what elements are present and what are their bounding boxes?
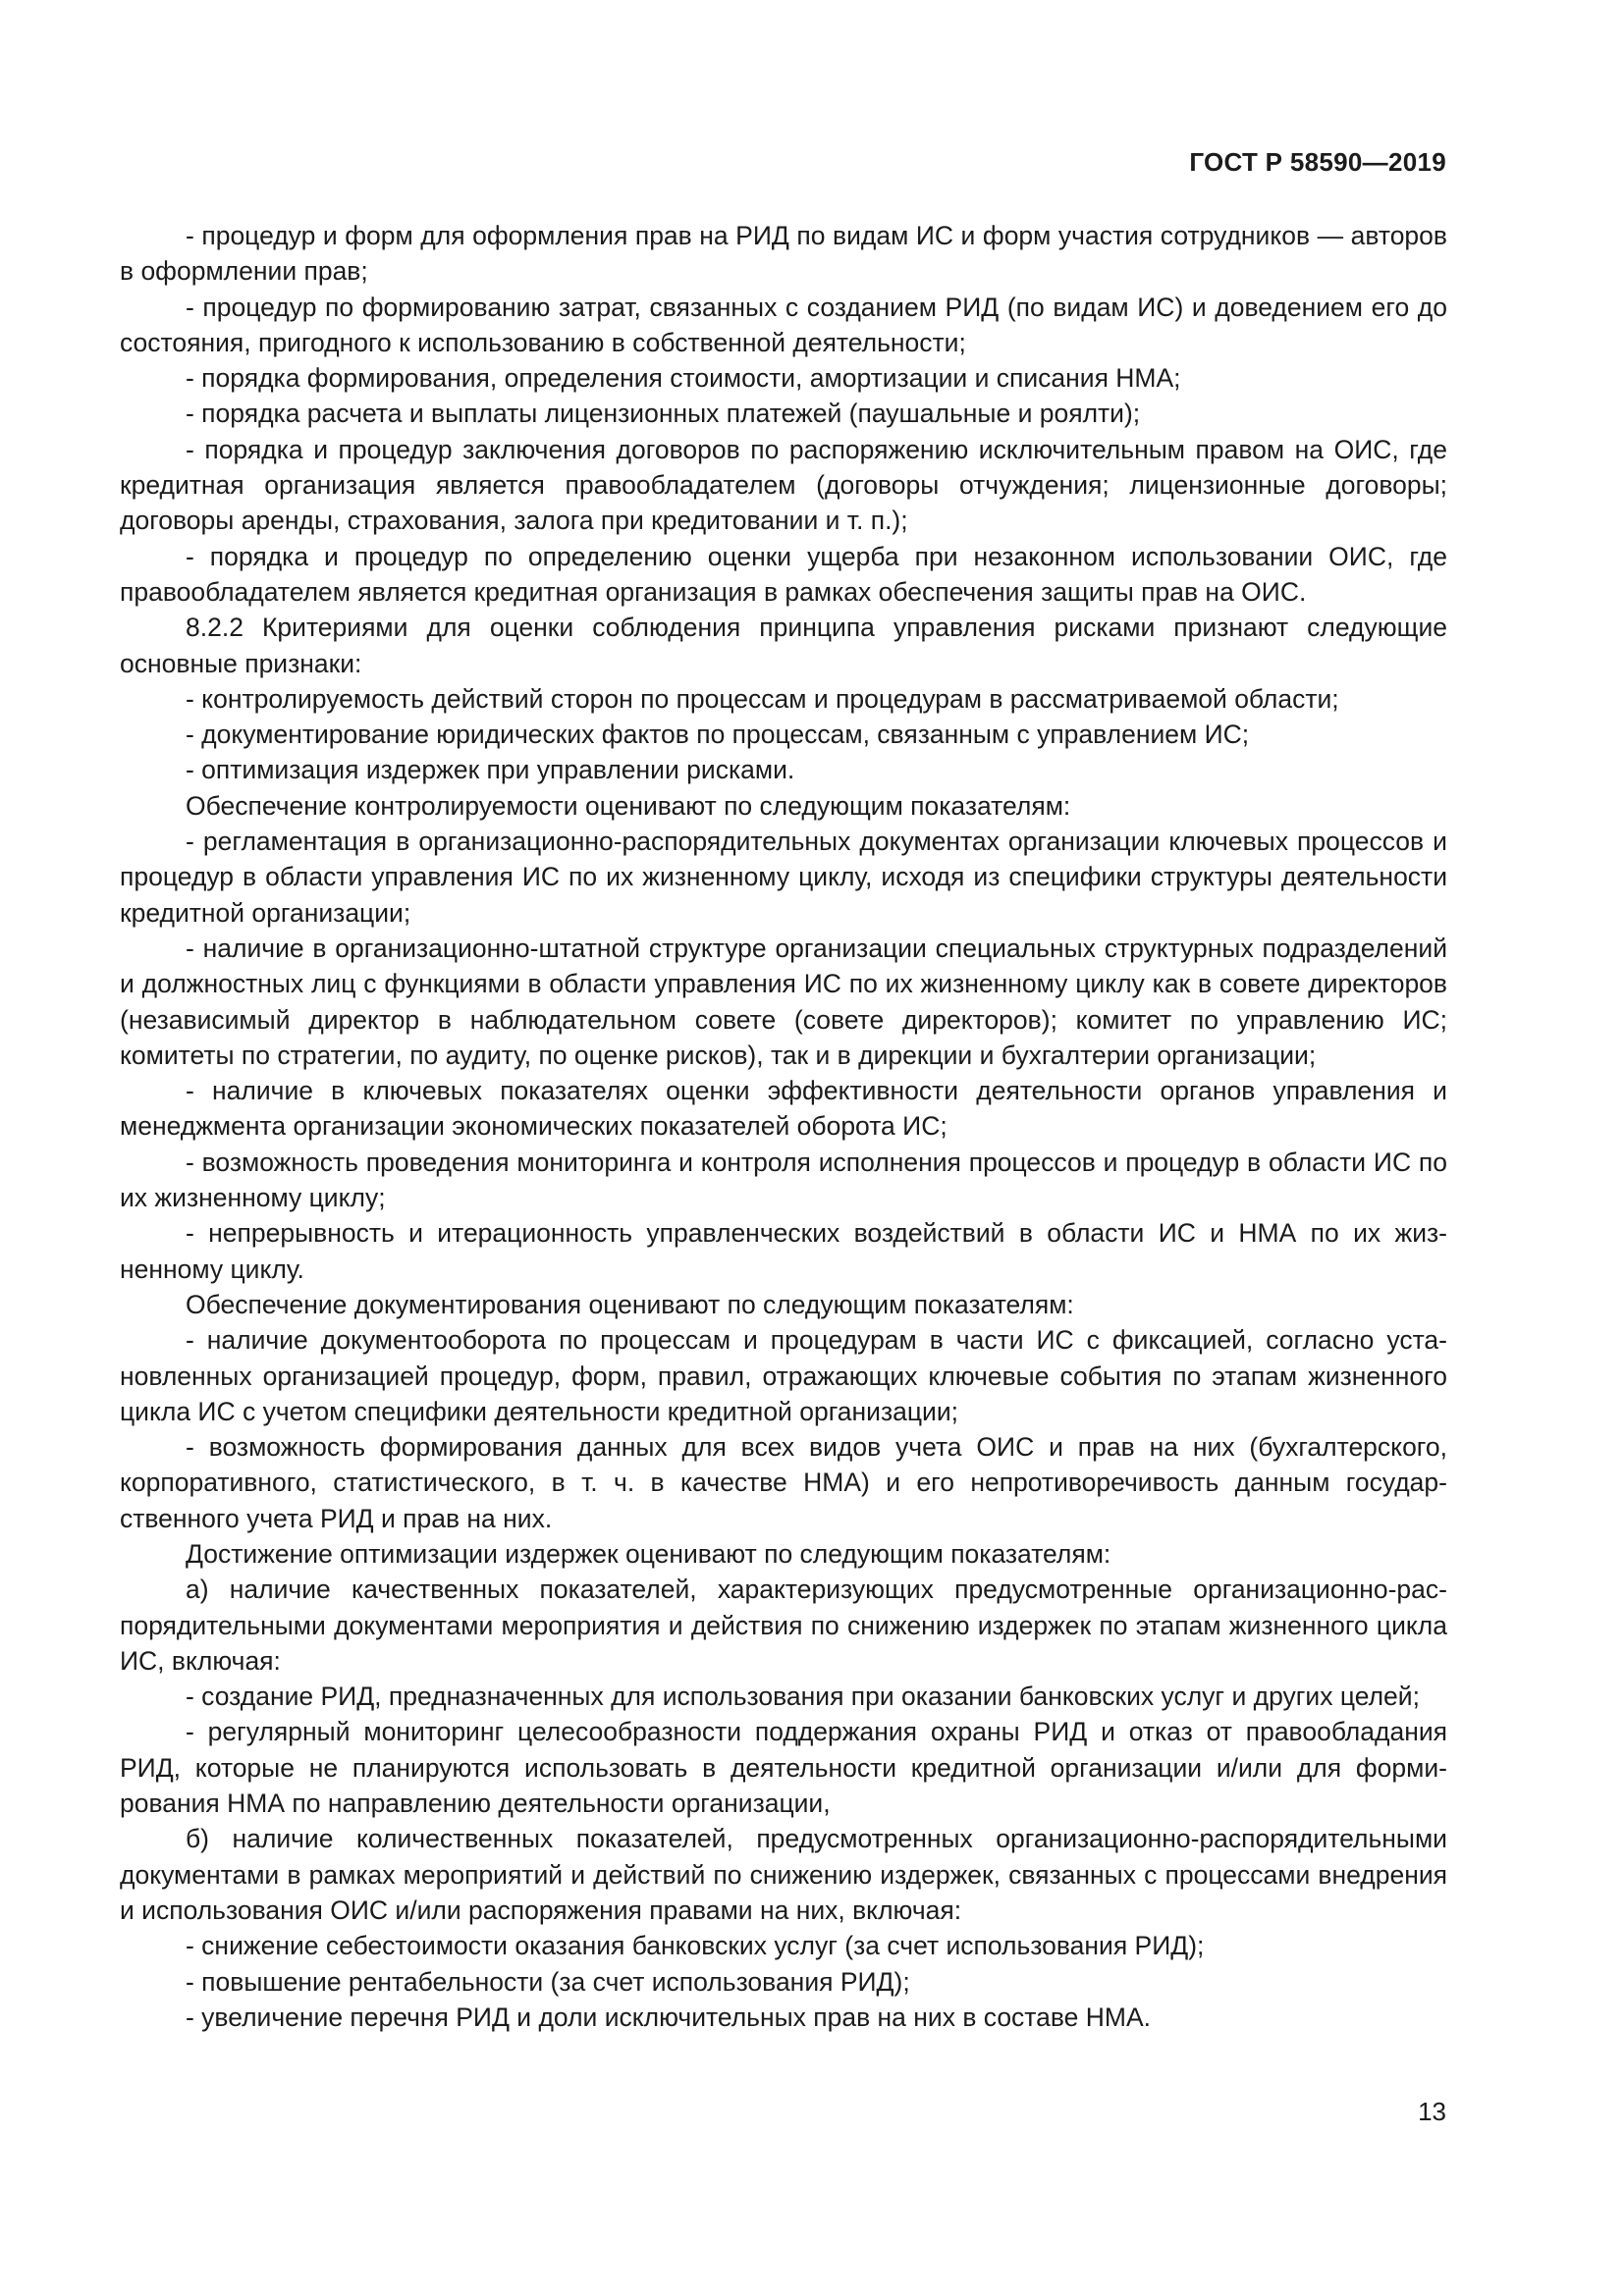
paragraph: - увеличение перечня РИД и доли исключительных прав на них в составе НМА. <box>186 2002 1152 2032</box>
paragraph: - возможность проведения мониторинга и контроля исполнения процессов и процедур в области ИС по их жизненному циклу; <box>120 1147 1447 1213</box>
paragraph: - порядка и процедур заключения договоров по распоряжению исключительным правом на ОИС, где кредитная организация является правообладателем (договоры отчуждения; лицензионные договоры; договоры аренды, страхования, залога при кредитовании и т. п.); <box>120 434 1447 536</box>
paragraph: - контролируемость действий сторон по процессам и процедурам в рассматриваемой области; <box>186 683 1339 714</box>
paragraph: - порядка формирования, определения стоимости, амортизации и списания НМА; <box>186 363 1181 394</box>
paragraph: - наличие документооборота по процессам и процедурам в части ИС с фиксацией, согласно установленных организацией процедур, форм, правил, отражающих ключевые события по этапам жизненного цикла ИС с учетом специфики деятельности кредитной организации; <box>120 1325 1447 1426</box>
paragraph: Обеспечение контролируемости оценивают по следующим показателям: <box>186 790 1071 821</box>
paragraph: - непрерывность и итерационность управленческих воздействий в области ИС и НМА по их жизненному циклу. <box>120 1218 1447 1284</box>
document-body <box>120 218 1447 2035</box>
paragraph: - возможность формирования данных для всех видов учета ОИС и прав на них (бухгалтерского, корпоративного, статистического, в т. ч. в качестве НМА) и его непротиворечивость данным государственного учета РИД и прав на них. <box>120 1432 1447 1533</box>
document-header: ГОСТ Р 58590—2019 <box>1189 147 1446 177</box>
paragraph: - снижение себестоимости оказания банковских услуг (за счет использования РИД); <box>186 1931 1205 1961</box>
paragraph: - оптимизация издержек при управлении рисками. <box>186 755 795 785</box>
paragraph: - документирование юридических фактов по процессам, связанным с управлением ИС; <box>186 720 1250 750</box>
paragraph: 8.2.2 Критериями для оценки соблюдения принципа управления рисками признают следующие основные признаки: <box>120 613 1447 678</box>
paragraph: - наличие в организационно-штатной структуре организации специальных структурных подразделений и должностных лиц с функциями в области управления ИС по их жизненному циклу как в совете директоров (независимый директор в наблюдательном совете (совете директоров); комитет по управлению ИС; комитеты по стратегии, по аудиту, по оценке рисков), так и в дирекции и бухгалтерии организации; <box>120 933 1447 1070</box>
paragraph: б) наличие количественных показателей, предусмотренных организационно-распорядительными документами в рамках мероприятий и действий по снижению издержек, связанных с процессами внедрения и использования ОИС и/или распоряжения правами на них, включая: <box>120 1824 1447 1925</box>
paragraph: - порядка расчета и выплаты лицензионных платежей (паушальные и роялти); <box>186 399 1141 429</box>
paragraph: - процедур и форм для оформления прав на РИД по видам ИС и форм участия сотрудников — авторов в оформлении прав; <box>120 221 1447 287</box>
paragraph: - регламентация в организационно-распорядительных документах организации ключевых процессов и процедур в области управления ИС по их жизненному циклу, исходя из специфики структуры деятельности кредитной организации; <box>120 827 1447 928</box>
paragraph: - регулярный мониторинг целесообразности поддержания охраны РИД и отказ от правообладания РИД, которые не планируются использовать в деятельности кредитной организации и/или для формирования НМА по направлению деятельности организации, <box>120 1717 1447 1819</box>
paragraph: - процедур по формированию затрат, связанных с созданием РИД (по видам ИС) и доведением его до состояния, пригодного к использованию в собственной деятельности; <box>120 292 1447 357</box>
paragraph: - порядка и процедур по определению оценки ущерба при незаконном использовании ОИС, где правообладателем является кредитная организация в рамках обеспечения защиты прав на ОИС. <box>120 541 1447 607</box>
paragraph: Достижение оптимизации издержек оценивают по следующим показателям: <box>186 1538 1111 1569</box>
page-number: 13 <box>1418 2097 1446 2126</box>
paragraph: - наличие в ключевых показателях оценки эффективности деятельности органов управления и менеджмента организации экономических показателей оборота ИС; <box>120 1076 1447 1142</box>
paragraph: а) наличие качественных показателей, характеризующих предусмотренные организационно-распорядительными документами мероприятия и действия по снижению издержек по этапам жизненного цикла ИС, включая: <box>120 1575 1447 1676</box>
paragraph: - создание РИД, предназначенных для использования при оказании банковских услуг и других целей; <box>186 1682 1420 1712</box>
paragraph: - повышение рентабельности (за счет использования РИД); <box>186 1966 910 1997</box>
paragraph: Обеспечение документирования оценивают по следующим показателям: <box>186 1289 1074 1319</box>
